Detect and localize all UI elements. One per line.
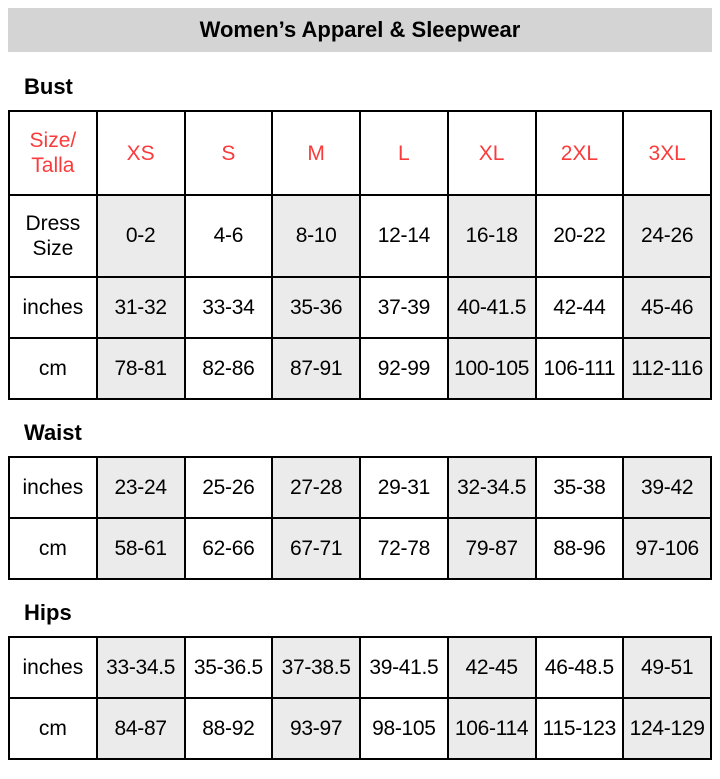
size-col-3xl: 3XL	[623, 111, 711, 195]
bust-cm-value: 92-99	[360, 338, 448, 399]
inches-label-cell: inches	[9, 277, 97, 338]
section-heading-bust: Bust	[24, 74, 73, 99]
waist-inches-value: 29-31	[360, 457, 448, 518]
bust-inches-value: 42-44	[536, 277, 624, 338]
waist-cm-value: 67-71	[272, 518, 360, 579]
hips-table	[8, 636, 712, 760]
bust-inches-value: 37-39	[360, 277, 448, 338]
size-col-s: S	[185, 111, 273, 195]
bust-inches-value: 45-46	[623, 277, 711, 338]
hips-cm-value: 84-87	[97, 698, 185, 759]
bust-inches-row	[9, 277, 711, 338]
waist-cm-value: 79-87	[448, 518, 536, 579]
hips-inches-value: 33-34.5	[97, 637, 185, 698]
waist-cm-value: 88-96	[536, 518, 624, 579]
bust-dress-size-value: 8-10	[272, 195, 360, 277]
bust-size-header-row	[9, 111, 711, 195]
hips-cm-value: 93-97	[272, 698, 360, 759]
size-label-line: Size/	[29, 129, 77, 152]
hips-inches-value: 37-38.5	[272, 637, 360, 698]
waist-cm-value: 72-78	[360, 518, 448, 579]
cm-label-cell: cm	[9, 698, 97, 759]
size-col-xl: XL	[448, 111, 536, 195]
section-heading-waist: Waist	[24, 420, 82, 445]
hips-cm-value: 124-129	[623, 698, 711, 759]
bust-cm-value: 82-86	[185, 338, 273, 399]
size-col-m: M	[272, 111, 360, 195]
waist-inches-value: 35-38	[536, 457, 624, 518]
waist-inches-value: 25-26	[185, 457, 273, 518]
dress-size-label-cell	[9, 195, 97, 277]
hips-inches-value: 49-51	[623, 637, 711, 698]
bust-cm-value: 106-111	[536, 338, 624, 399]
section-heading-hips: Hips	[24, 600, 72, 625]
bust-dress-size-row	[9, 195, 711, 277]
hips-cm-row	[9, 698, 711, 759]
size-col-l: L	[360, 111, 448, 195]
bust-table	[8, 110, 712, 400]
inches-label-cell: inches	[9, 457, 97, 518]
hips-cm-value: 115-123	[536, 698, 624, 759]
size-label-line: Size	[32, 237, 74, 260]
bust-dress-size-value: 4-6	[185, 195, 273, 277]
title-bar	[8, 8, 712, 52]
bust-inches-value: 31-32	[97, 277, 185, 338]
cm-label-cell: cm	[9, 518, 97, 579]
bust-inches-value: 33-34	[185, 277, 273, 338]
bust-inches-value: 35-36	[272, 277, 360, 338]
waist-inches-value: 39-42	[623, 457, 711, 518]
bust-dress-size-value: 16-18	[448, 195, 536, 277]
dress-label-line: Dress	[25, 212, 81, 235]
size-col-xs: XS	[97, 111, 185, 195]
bust-dress-size-value: 24-26	[623, 195, 711, 277]
hips-inches-value: 42-45	[448, 637, 536, 698]
waist-inches-value: 32-34.5	[448, 457, 536, 518]
hips-inches-value: 46-48.5	[536, 637, 624, 698]
size-talla-header-cell	[9, 111, 97, 195]
size-col-2xl: 2XL	[536, 111, 624, 195]
waist-cm-value: 97-106	[623, 518, 711, 579]
waist-table	[8, 456, 712, 580]
hips-cm-value: 98-105	[360, 698, 448, 759]
cm-label-cell: cm	[9, 338, 97, 399]
inches-label-cell: inches	[9, 637, 97, 698]
hips-cm-value: 88-92	[185, 698, 273, 759]
bust-dress-size-value: 20-22	[536, 195, 624, 277]
hips-inches-value: 35-36.5	[185, 637, 273, 698]
bust-cm-value: 78-81	[97, 338, 185, 399]
bust-dress-size-value: 12-14	[360, 195, 448, 277]
bust-cm-value: 112-116	[623, 338, 711, 399]
bust-cm-value: 87-91	[272, 338, 360, 399]
hips-cm-value: 106-114	[448, 698, 536, 759]
talla-label-line: Talla	[31, 154, 75, 177]
hips-inches-row	[9, 637, 711, 698]
bust-cm-row	[9, 338, 711, 399]
bust-dress-size-value: 0-2	[97, 195, 185, 277]
bust-cm-value: 100-105	[448, 338, 536, 399]
hips-inches-value: 39-41.5	[360, 637, 448, 698]
waist-inches-row	[9, 457, 711, 518]
bust-inches-value: 40-41.5	[448, 277, 536, 338]
waist-inches-value: 27-28	[272, 457, 360, 518]
waist-cm-row	[9, 518, 711, 579]
waist-cm-value: 62-66	[185, 518, 273, 579]
waist-inches-value: 23-24	[97, 457, 185, 518]
waist-cm-value: 58-61	[97, 518, 185, 579]
page-title: Women’s Apparel & Sleepwear	[199, 17, 521, 42]
